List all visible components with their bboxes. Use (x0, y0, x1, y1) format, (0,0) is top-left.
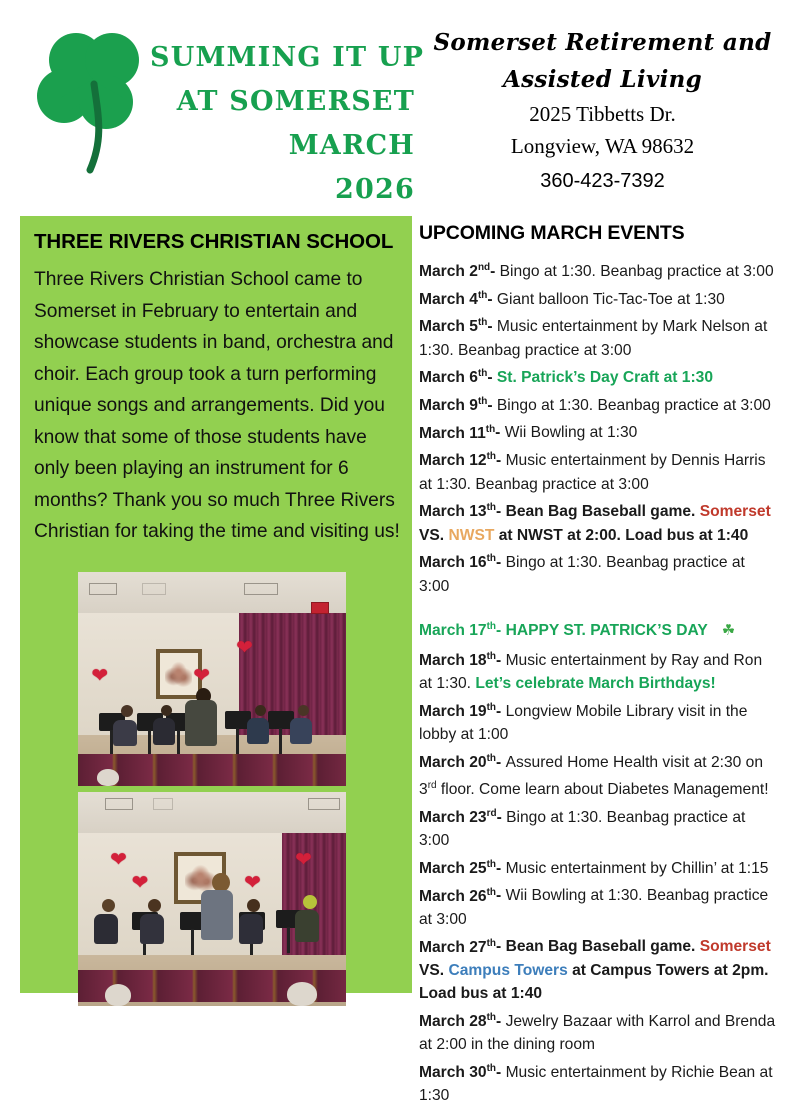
event-description: Music entertainment by Ray and Ron at 1:30. Let’s celebrate March Birthdays! (419, 651, 763, 693)
event-dash: - (487, 369, 497, 387)
event-dash: - (496, 651, 506, 669)
event-item (419, 362, 779, 390)
event-date: March 27th (419, 937, 497, 956)
event-description: Jewelry Bazaar with Karrol and Brenda at 2:00 in the dining room (419, 1012, 776, 1054)
event-dash: - (496, 938, 506, 956)
event-dash: - (496, 702, 506, 720)
newsletter-header (0, 0, 791, 215)
event-description: Wii Bowling at 1:30. Beanbag practice at 3:00 (419, 887, 769, 928)
title-line-3: MARCH (288, 130, 415, 161)
event-date: March 17th (419, 620, 497, 640)
event-dash: - (496, 622, 506, 640)
event-item (419, 696, 779, 747)
facility-city-state-zip: Longview, WA 98632 (510, 134, 695, 158)
event-item (419, 615, 779, 643)
event-dash: - (487, 396, 497, 414)
photo-band-performance: ❤ ❤ ❤ (78, 572, 346, 786)
event-description: Bingo at 1:30. Beanbag practice at 3:00 (419, 554, 745, 595)
event-dash: - (496, 503, 506, 521)
event-item (419, 880, 779, 931)
event-description: HAPPY ST. PATRICK’S DAY ☘ (505, 622, 736, 640)
event-description: Bingo at 1:30. Beanbag practice at 3:00 (419, 808, 746, 850)
event-date: March 13th (419, 501, 497, 521)
event-item (419, 1057, 779, 1108)
event-date: March 4th (419, 289, 488, 308)
event-description: Music entertainment by Dennis Harris at 1:30. Beanbag practice at 3:00 (419, 452, 766, 493)
facility-info (420, 24, 785, 198)
photo-orchestra-performance: ❤ ❤ ❤ ❤ (78, 792, 346, 1006)
facility-address: 2025 Tibbetts Dr. (529, 102, 676, 126)
event-dash: - (496, 887, 506, 905)
title-line-4: 2026 (335, 174, 415, 205)
event-item (419, 645, 779, 696)
event-dash: - (496, 554, 506, 572)
event-description: Bingo at 1:30. Beanbag practice at 3:00 (496, 396, 771, 414)
event-description: Giant balloon Tic-Tac-Toe at 1:30 (496, 290, 725, 308)
event-item (419, 802, 779, 853)
event-dash: - (496, 808, 507, 826)
event-date: March 16th (419, 552, 497, 572)
event-date: March 20th (419, 752, 497, 771)
shamrock-icon: ☘ (721, 622, 736, 640)
event-dash: - (496, 859, 506, 877)
event-item (419, 931, 779, 1005)
event-dash: - (490, 263, 500, 281)
event-item (419, 390, 779, 418)
facility-name-line-2: Assisted Living (502, 66, 703, 93)
event-description: Longview Mobile Library visit in the lobby at 1:00 (419, 702, 748, 744)
event-item (419, 417, 779, 445)
title-line-2: AT SOMERSET (176, 86, 415, 117)
event-description: St. Patrick’s Day Craft at 1:30 (496, 369, 713, 387)
event-date: March 5th (419, 317, 488, 336)
event-date: March 26th (419, 886, 497, 905)
event-description: Music entertainment by Chillin’ at 1:15 (505, 859, 769, 877)
event-item (419, 853, 779, 881)
facility-phone: 360-423-7392 (540, 170, 665, 192)
events-list (419, 256, 779, 1108)
event-date: March 11th (419, 423, 496, 442)
event-item (419, 284, 779, 312)
events-heading: UPCOMING MARCH EVENTS (419, 222, 685, 244)
event-item (419, 311, 779, 362)
four-leaf-clover-icon (24, 18, 164, 188)
event-date: March 2nd (419, 262, 491, 281)
event-dash: - (496, 1063, 506, 1081)
event-date: March 9th (419, 395, 488, 414)
event-date: March 19th (419, 701, 497, 720)
event-date: March 12th (419, 450, 497, 470)
event-dash: - (487, 318, 497, 336)
event-item (419, 496, 779, 547)
article-body: Three Rivers Christian School came to Somerset in February to entertain and showcase students in band, orchestra and choir. Each group took a turn performing unique songs and arrangements. Did you know that some of those students have only been playing an instrument for 6 months? Thank you so much Three Rivers Christian for taking the time and visiting us! (34, 269, 400, 542)
event-item (419, 445, 779, 496)
event-dash: - (496, 452, 506, 470)
event-description: Bingo at 1:30. Beanbag practice at 3:00 (499, 263, 774, 281)
title-line-1: SUMMING IT UP (150, 42, 425, 73)
events-column (419, 222, 779, 1108)
event-item (419, 547, 779, 598)
article-panel (20, 216, 412, 993)
event-item (419, 747, 779, 802)
event-date: March 28th (419, 1011, 497, 1030)
page-title (150, 36, 425, 212)
event-item (419, 256, 779, 284)
event-dash: - (495, 424, 505, 442)
article-heading: THREE RIVERS CHRISTIAN SCHOOL (34, 230, 394, 253)
facility-name-line-1: Somerset Retirement and (433, 29, 772, 56)
event-date: March 30th (419, 1062, 497, 1081)
event-date: March 25th (419, 858, 497, 877)
event-description: Bean Bag Baseball game. Somerset VS. NWST at NWST at 2:00. Load bus at 1:40 (419, 503, 771, 544)
event-dash: - (496, 753, 506, 771)
event-date: March 18th (419, 650, 497, 669)
event-description: Music entertainment by Mark Nelson at 1:30. Beanbag practice at 3:00 (419, 318, 768, 359)
event-item (419, 1006, 779, 1057)
event-dash: - (487, 290, 497, 308)
event-description: Bean Bag Baseball game. Somerset VS. Campus Towers at Campus Towers at 2pm. Load bus at 1:40 (419, 938, 771, 1003)
event-description: Wii Bowling at 1:30 (504, 424, 638, 442)
event-description: Assured Home Health visit at 2:30 on 3rd floor. Come learn about Diabetes Management! (419, 753, 769, 799)
event-date: March 23rd (419, 807, 497, 826)
event-dash: - (496, 1012, 506, 1030)
event-date: March 6th (419, 368, 488, 387)
event-description: Music entertainment by Richie Bean at 1:30 (419, 1063, 773, 1105)
